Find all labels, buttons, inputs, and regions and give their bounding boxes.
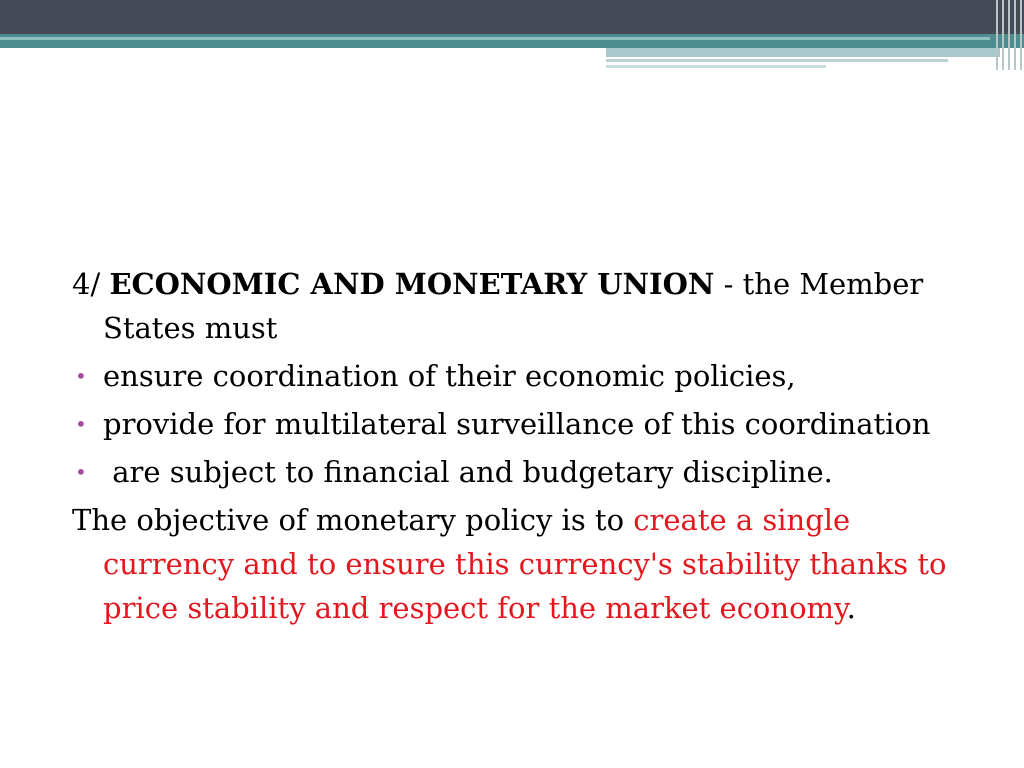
heading-number: 4/ [72, 267, 101, 301]
bullet-dot-icon: • [75, 364, 87, 388]
bullet-text: ensure coordination of their economic policies, [103, 359, 796, 393]
slide-heading [72, 262, 952, 350]
heading-title: ECONOMIC AND MONETARY UNION [109, 267, 715, 301]
objective-paragraph [72, 498, 952, 630]
objective-intro: The objective of monetary policy is to [72, 503, 634, 537]
bullet-dot-icon: • [75, 412, 87, 436]
list-item [72, 450, 952, 494]
header-accent-bar [606, 48, 1000, 57]
header-accent-bar [606, 59, 948, 62]
bullet-list [72, 354, 952, 494]
header-accent-bar [606, 65, 826, 68]
bullet-text: are subject to financial and budgetary discipline. [103, 455, 833, 489]
slide-body [72, 262, 952, 630]
header-side-stripes [994, 0, 1024, 70]
list-item [72, 354, 952, 398]
objective-end: . [846, 591, 856, 625]
objective-highlight: create a single currency and to ensure this currency's stability thanks to price stability and respect for the market economy [103, 503, 947, 625]
heading-rest: - the Member States must [103, 267, 924, 345]
header-accent-line [0, 37, 990, 40]
header-bar [0, 0, 1024, 34]
bullet-dot-icon: • [75, 460, 87, 484]
bullet-text: provide for multilateral surveillance of this coordination [103, 407, 931, 441]
list-item [72, 402, 952, 446]
